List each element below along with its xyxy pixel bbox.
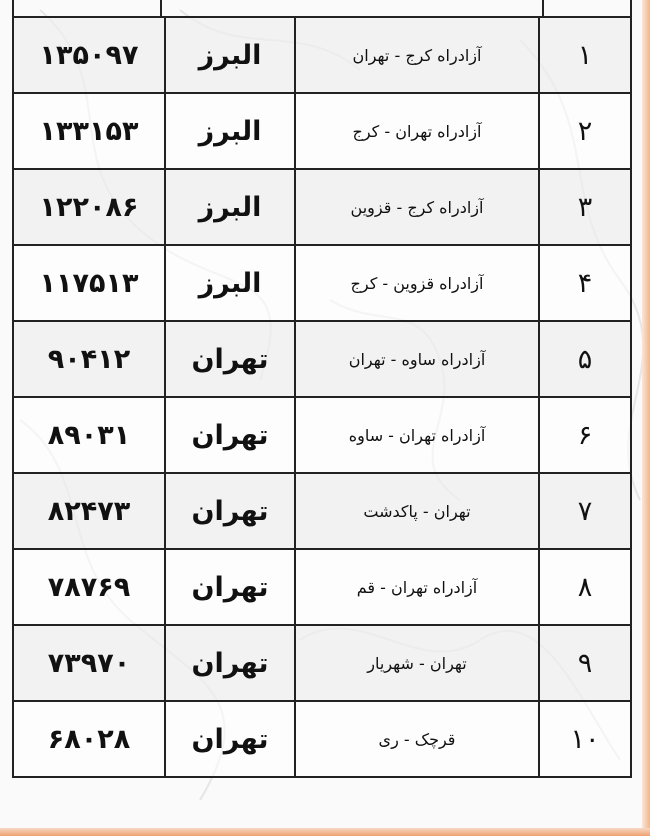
count-cell: ۸۹۰۳۱ bbox=[13, 397, 165, 473]
count-cell: ۸۲۴۷۳ bbox=[13, 473, 165, 549]
rank-cell: ۲ bbox=[539, 93, 631, 169]
table-row bbox=[13, 169, 631, 245]
road-cell: آزادراه ساوه - تهران bbox=[295, 321, 539, 397]
table-top-border bbox=[160, 0, 162, 16]
rank-cell: ۸ bbox=[539, 549, 631, 625]
province-cell: البرز bbox=[165, 245, 295, 321]
count-cell: ۱۲۲۰۸۶ bbox=[13, 169, 165, 245]
table-top-border bbox=[542, 0, 544, 16]
ranking-table-wrap bbox=[12, 0, 632, 796]
province-cell: البرز bbox=[165, 17, 295, 93]
table-row bbox=[13, 473, 631, 549]
road-cell: تهران - شهریار bbox=[295, 625, 539, 701]
page-edge-accent bbox=[642, 0, 650, 836]
table-top-border bbox=[12, 0, 14, 16]
province-cell: البرز bbox=[165, 93, 295, 169]
table-row bbox=[13, 549, 631, 625]
province-cell: تهران bbox=[165, 549, 295, 625]
table-row bbox=[13, 17, 631, 93]
road-cell: آزادراه کرج - تهران bbox=[295, 17, 539, 93]
count-cell: ۱۳۳۱۵۳ bbox=[13, 93, 165, 169]
count-cell: ۷۳۹۷۰ bbox=[13, 625, 165, 701]
rank-cell: ۱ bbox=[539, 17, 631, 93]
road-cell: تهران - پاکدشت bbox=[295, 473, 539, 549]
traffic-ranking-table bbox=[12, 16, 632, 778]
province-cell: البرز bbox=[165, 169, 295, 245]
table-top-border bbox=[630, 0, 632, 16]
province-cell: تهران bbox=[165, 397, 295, 473]
table-row bbox=[13, 701, 631, 777]
rank-cell: ۱۰ bbox=[539, 701, 631, 777]
province-cell: تهران bbox=[165, 625, 295, 701]
province-cell: تهران bbox=[165, 701, 295, 777]
road-cell: آزادراه تهران - قم bbox=[295, 549, 539, 625]
road-cell: آزادراه کرج - قزوین bbox=[295, 169, 539, 245]
count-cell: ۶۸۰۲۸ bbox=[13, 701, 165, 777]
count-cell: ۱۱۷۵۱۳ bbox=[13, 245, 165, 321]
table-row bbox=[13, 93, 631, 169]
rank-cell: ۳ bbox=[539, 169, 631, 245]
table-row bbox=[13, 321, 631, 397]
count-cell: ۹۰۴۱۲ bbox=[13, 321, 165, 397]
rank-cell: ۵ bbox=[539, 321, 631, 397]
count-cell: ۱۳۵۰۹۷ bbox=[13, 17, 165, 93]
table-row bbox=[13, 245, 631, 321]
table-row bbox=[13, 397, 631, 473]
rank-cell: ۷ bbox=[539, 473, 631, 549]
table-row bbox=[13, 625, 631, 701]
page-edge-accent bbox=[0, 828, 650, 836]
road-cell: آزادراه تهران - ساوه bbox=[295, 397, 539, 473]
rank-cell: ۹ bbox=[539, 625, 631, 701]
road-cell: آزادراه تهران - کرج bbox=[295, 93, 539, 169]
road-cell: قرچک - ری bbox=[295, 701, 539, 777]
rank-cell: ۴ bbox=[539, 245, 631, 321]
rank-cell: ۶ bbox=[539, 397, 631, 473]
province-cell: تهران bbox=[165, 321, 295, 397]
count-cell: ۷۸۷۶۹ bbox=[13, 549, 165, 625]
road-cell: آزادراه قزوین - کرج bbox=[295, 245, 539, 321]
province-cell: تهران bbox=[165, 473, 295, 549]
